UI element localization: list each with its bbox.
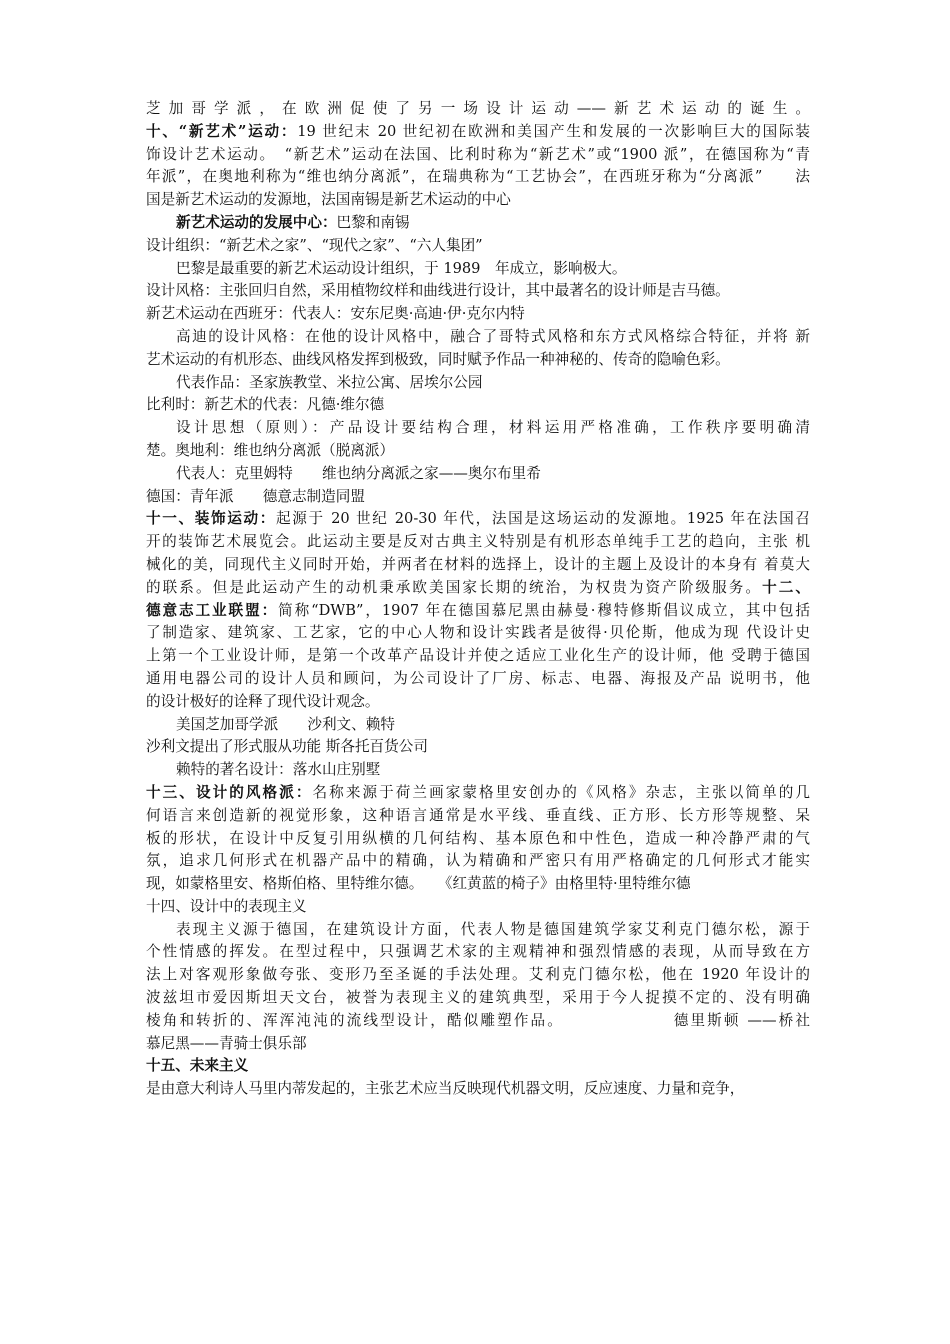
text-line	[146, 1055, 810, 1078]
text-line: 高迪的设计风格：在他的设计风格中，融合了哥特式风格和东方式风格综合特征，并将 新	[176, 327, 810, 345]
text-line: 板的形状，在设计中反复引用纵横的几何结构、基本原色和中性色，造成一种冷静严肃的气	[146, 829, 810, 847]
text-line: 国是新艺术运动的发源地，法国南锡是新艺术运动的中心	[146, 191, 511, 209]
text-line	[146, 896, 810, 919]
text-line: 设计组织：“新艺术之家”、“现代之家”、“六人集团”	[146, 236, 483, 254]
text-line: 代表人：克里姆特 维也纳分离派之家——奥尔布里希	[176, 464, 541, 482]
text-line: 波兹坦市爱因斯坦天文台，被誉为表现主义的建筑典型，采用于今人捉摸不定的、没有明确	[146, 989, 810, 1007]
document-page	[146, 98, 810, 1101]
text-line: 的联系。但是此运动产生的动机秉承欧美国家长期的统治，为权贵为资产阶级服务。十二、	[146, 578, 810, 596]
text-line: 芝加哥学派，在欧洲促使了另一场设计运动——新艺术运动的诞生。	[146, 100, 810, 117]
text-line: 比利时：新艺术的代表：凡德·维尔德	[146, 396, 385, 414]
text-line: 饰设计艺术运动。 “新艺术”运动在法国、比利时称为“新艺术”或“1900 派”，在德国称为“青	[146, 145, 810, 163]
text-line: 巴黎是最重要的新艺术运动设计组织，于 1989 年成立，影响极大。	[176, 259, 627, 277]
text-line: 法上对客观形象做夸张、变形乃至圣诞的手法处理。艾利克门德尔松，他在 1920 年设计的	[146, 966, 810, 984]
text-line: 的设计极好的诠释了现代设计观念。	[146, 692, 380, 710]
subheading: 新艺术运动的发展中心：	[176, 213, 337, 231]
text-line: 德意志工业联盟：简称“DWB”，1907 年在德国慕尼黑由赫曼·穆特修斯倡议成立，其中包括	[146, 601, 810, 619]
text-line: 棱角和转折的、浑浑沌沌的流线型设计，酷似雕塑作品。 德里斯顿 ——桥社	[146, 1011, 810, 1029]
text-line: 表现主义源于德国，在建筑设计方面，代表人物是德国建筑学家艾利克门德尔松，源于	[176, 920, 810, 938]
text-line: 艺术运动的有机形态、曲线风格发挥到极致，同时赋予作品一种神秘的、传奇的隐喻色彩。	[146, 350, 730, 368]
section-heading: 十二、	[762, 578, 810, 596]
section-heading: 十、“新艺术”运动：	[146, 122, 298, 140]
text-line: 十一、装饰运动：起源于 20 世纪 20-30 年代，法国是这场运动的发源地。1925 年在法国召	[146, 510, 810, 528]
text-line: 沙利文提出了形式服从功能 斯各托百货公司	[146, 738, 428, 756]
text-line: 十、“新艺术”运动：19 世纪末 20 世纪初在欧洲和美国产生和发展的一次影响巨大的国际装	[146, 122, 810, 140]
text-line: 美国芝加哥学派 沙利文、赖特	[176, 715, 395, 733]
section-heading: 十一、装饰运动：	[146, 510, 277, 528]
text-line: 新艺术运动在西班牙：代表人：安东尼奥·高迪·伊·克尔内特	[146, 305, 525, 323]
text-line: 代表作品：圣家族教堂、米拉公寓、居埃尔公园	[176, 373, 483, 391]
text-line: 赖特的著名设计：落水山庄别墅	[176, 761, 381, 779]
text-line: 械化的美，同现代主义同时开始，并两者在材料的选择上，设计的主题上及设计的本身有 着莫大	[146, 555, 810, 573]
section-heading: 十五、未来主义	[146, 1057, 249, 1075]
text-line: 通用电器公司的设计人员和顾问，为公司设计了厂房、标志、电器、海报及产品 说明书，他	[146, 669, 810, 687]
text-line: 何语言来创造新的视觉形象，这种语言通常是水平线、垂直线、正方形、长方形等规整、呆	[146, 806, 810, 824]
text-line: 是由意大利诗人马里内蒂发起的，主张艺术应当反映现代机器文明，反应速度、力量和竞争，	[146, 1080, 745, 1098]
text-line: 年派”，在奥地利称为“维也纳分离派”，在瑞典称为“工艺协会”，在西班牙称为“分离派” 法	[146, 168, 810, 186]
text-line: 上第一个工业设计师，是第一个改革产品设计并使之适应工业化生产的设计师，他 受聘于德国	[146, 647, 810, 665]
text-line: 设计风格：主张回归自然，采用植物纹样和曲线进行设计，其中最著名的设计师是吉马德。	[146, 282, 730, 300]
section-heading: 十三、设计的风格派：	[146, 783, 313, 801]
text-line: 个性情感的挥发。在型过程中，只强调艺术家的主观精神和强烈情感的表现，从而导致在方	[146, 943, 810, 961]
text-line: 了制造家、建筑家、工艺家，它的中心人物和设计实践者是彼得·贝伦斯，他成为现 代设计史	[146, 624, 810, 642]
section-heading: 德意志工业联盟：	[146, 601, 279, 619]
text-line: 德国：青年派 德意志制造同盟	[146, 487, 365, 505]
text-line: 十三、设计的风格派：名称来源于荷兰画家蒙格里安创办的《风格》杂志，主张以简单的几	[146, 783, 810, 801]
section-heading: 十四、设计中的表现主义	[146, 897, 307, 915]
text-line: 开的装饰艺术展览会。此运动主要是反对古典主义特别是有机形态单纯手工艺的趋向，主张 机	[146, 533, 810, 551]
text-line: 新艺术运动的发展中心：巴黎和南锡	[176, 213, 410, 231]
text-line: 楚。奥地利：维也纳分离派（脱离派）	[146, 441, 395, 459]
text-line: 设计思想（原则）：产品设计要结构合理，材料运用严格准确，工作秩序要明确清	[176, 419, 810, 437]
text-line: 氛，追求几何形式在机器产品中的精确，认为精确和严密只有用严格确定的几何形式才能实	[146, 852, 810, 870]
text-line: 慕尼黑——青骑士俱乐部	[146, 1034, 307, 1052]
text-line: 现，如蒙格里安、格斯伯格、里特维尔德。 《红黄蓝的椅子》由格里特·里特维尔德	[146, 875, 691, 893]
